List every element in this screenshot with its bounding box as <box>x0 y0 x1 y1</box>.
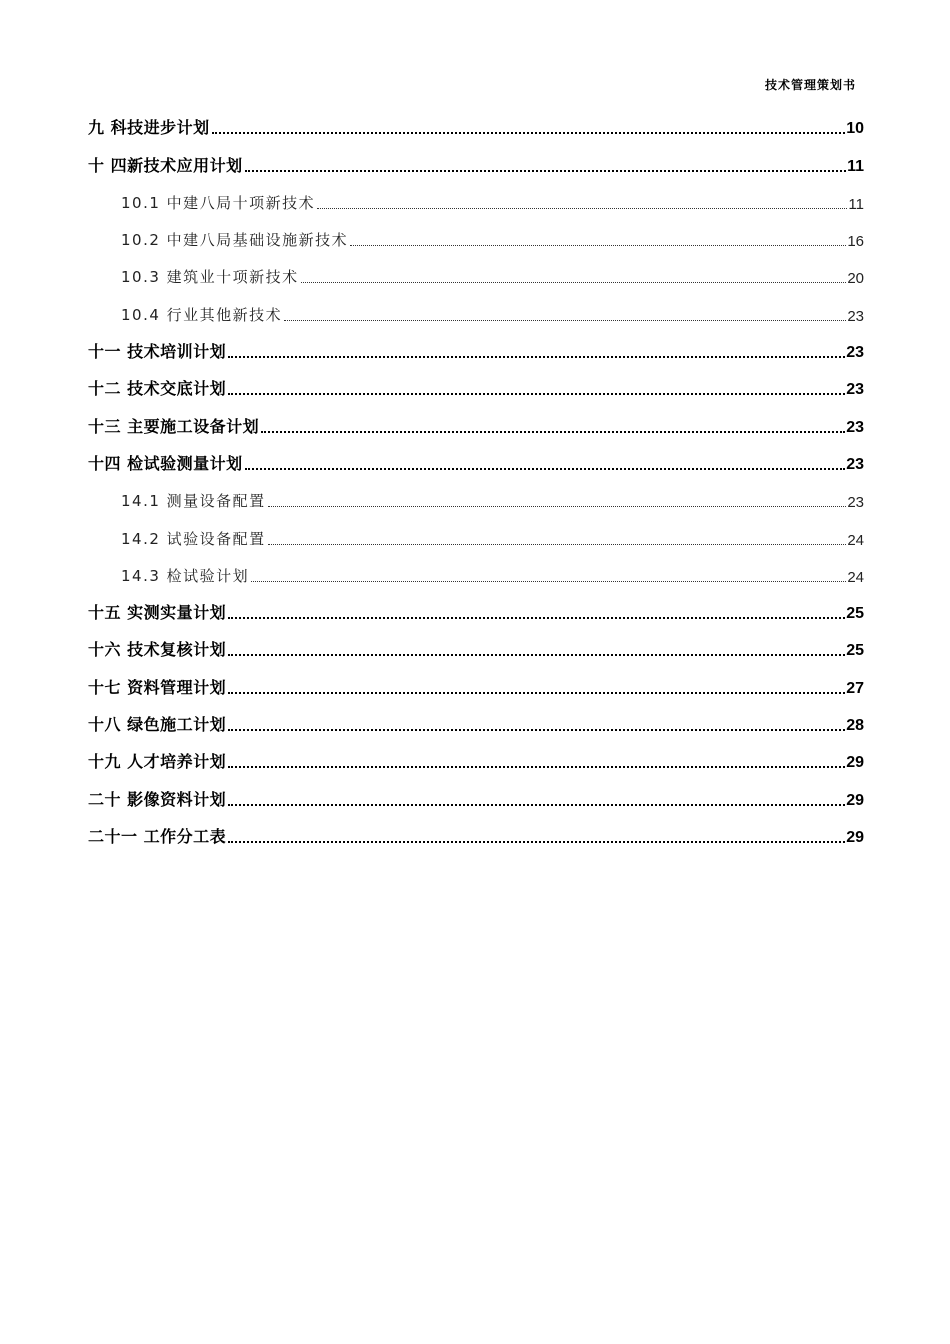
toc-entry[interactable] <box>88 705 864 742</box>
toc-entry[interactable] <box>88 667 864 704</box>
toc-page-number: 23 <box>847 307 864 325</box>
dot-leader <box>251 581 846 582</box>
toc-page-number: 27 <box>846 679 864 697</box>
toc-page-number: 11 <box>848 195 864 213</box>
toc-subentry[interactable] <box>88 556 864 593</box>
toc-entry-text: 十九 人才培养计划 <box>88 752 227 772</box>
toc-page-number: 29 <box>846 828 864 846</box>
toc-entry-text: 14.3 检试验计划 <box>121 566 250 585</box>
toc-entry-text: 十三 主要施工设备计划 <box>88 416 260 436</box>
toc-entry-text: 14.1 测量设备配置 <box>121 492 266 511</box>
toc-page-number: 10 <box>846 120 864 138</box>
toc-entry-text: 十五 实测实量计划 <box>88 603 227 623</box>
toc-entry[interactable] <box>88 630 864 667</box>
toc-entry-text: 二十 影像资料计划 <box>88 789 227 809</box>
toc-entry[interactable] <box>88 145 864 182</box>
toc-entry[interactable] <box>88 779 864 816</box>
toc-subentry[interactable] <box>88 481 864 518</box>
toc-entry-text: 二十一 工作分工表 <box>88 826 227 846</box>
toc-page-number: 23 <box>846 455 864 473</box>
toc-entry-text: 十六 技术复核计划 <box>88 640 227 660</box>
dot-leader <box>228 356 845 358</box>
dot-leader <box>245 468 846 470</box>
dot-leader <box>228 393 845 395</box>
dot-leader <box>228 729 845 731</box>
dot-leader <box>284 320 846 321</box>
toc-entry-text: 十八 绿色施工计划 <box>88 715 227 735</box>
toc-entry-text: 10.4 行业其他新技术 <box>121 305 283 324</box>
toc-page-number: 23 <box>846 418 864 436</box>
toc-entry[interactable] <box>88 332 864 369</box>
toc-subentry[interactable] <box>88 183 864 220</box>
toc-page-number: 11 <box>847 157 864 175</box>
toc-entry[interactable] <box>88 593 864 630</box>
toc-entry-text: 10.1 中建八局十项新技术 <box>121 193 316 212</box>
dot-leader <box>228 617 845 619</box>
toc-entry-text: 10.2 中建八局基础设施新技术 <box>121 231 349 250</box>
toc-page-number: 28 <box>846 717 864 735</box>
dot-leader <box>268 506 847 507</box>
toc-entry-text: 十一 技术培训计划 <box>88 342 227 362</box>
toc-page-number: 23 <box>846 344 864 362</box>
toc-entry[interactable] <box>88 742 864 779</box>
toc-page-number: 23 <box>847 494 864 512</box>
toc-page-number: 20 <box>847 270 864 288</box>
toc-entry-text: 十四 检试验测量计划 <box>88 453 243 473</box>
toc-page-number: 25 <box>846 605 864 623</box>
toc-subentry[interactable] <box>88 257 864 294</box>
toc-entry[interactable] <box>88 108 864 145</box>
toc-subentry[interactable] <box>88 294 864 331</box>
toc-entry[interactable] <box>88 369 864 406</box>
dot-leader <box>228 841 845 843</box>
dot-leader <box>317 208 847 209</box>
toc-entry-text: 10.3 建筑业十项新技术 <box>121 268 299 287</box>
toc-page-number: 23 <box>846 381 864 399</box>
toc-page-number: 24 <box>847 568 864 586</box>
toc-page-number: 24 <box>847 531 864 549</box>
dot-leader <box>228 692 845 694</box>
toc-page-number: 16 <box>847 233 864 251</box>
dot-leader <box>212 132 846 134</box>
dot-leader <box>228 804 845 806</box>
toc-entry[interactable] <box>88 444 864 481</box>
toc-entry[interactable] <box>88 406 864 443</box>
toc-subentry[interactable] <box>88 220 864 257</box>
toc-page-number: 29 <box>846 754 864 772</box>
toc-entry-text: 十 四新技术应用计划 <box>88 155 243 175</box>
toc-entry-text: 14.2 试验设备配置 <box>121 529 266 548</box>
toc-subentry[interactable] <box>88 518 864 555</box>
document-header-title: 技术管理策划书 <box>764 78 856 92</box>
toc-entry[interactable] <box>88 817 864 854</box>
dot-leader <box>228 766 845 768</box>
toc-entry-text: 十七 资料管理计划 <box>88 677 227 697</box>
toc-entry-text: 十二 技术交底计划 <box>88 379 227 399</box>
dot-leader <box>261 431 845 433</box>
dot-leader <box>301 282 847 283</box>
dot-leader <box>245 170 847 172</box>
toc-page-number: 29 <box>846 791 864 809</box>
toc-page-number: 25 <box>846 642 864 660</box>
toc-entry-text: 九 科技进步计划 <box>88 118 210 138</box>
dot-leader <box>268 544 847 545</box>
dot-leader <box>350 245 846 246</box>
table-of-contents <box>88 108 864 854</box>
dot-leader <box>228 654 845 656</box>
